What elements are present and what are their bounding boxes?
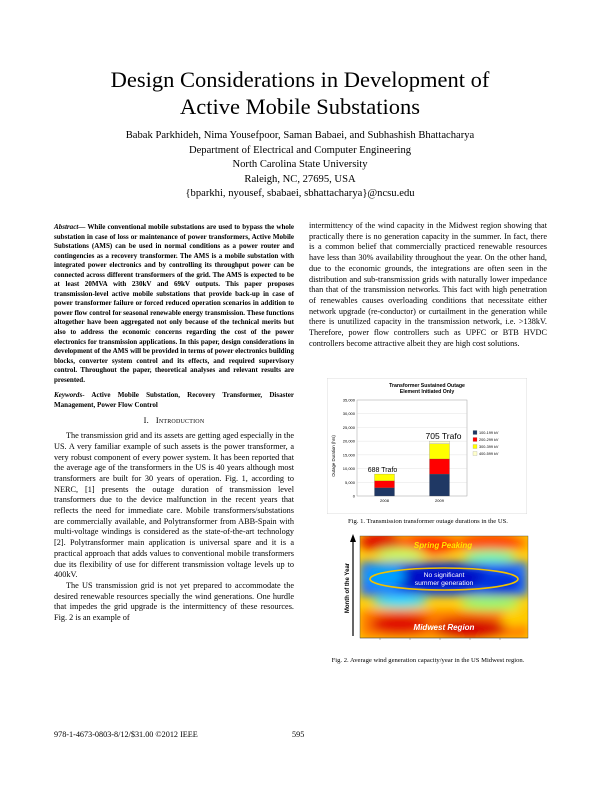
abstract	[54, 223, 294, 385]
legend-swatch	[473, 438, 477, 442]
arrow-head-icon	[350, 534, 356, 542]
author-location: Raleigh, NC, 27695, USA	[244, 173, 356, 185]
no-summer-label-2: summer generation	[414, 580, 474, 587]
paper-title	[0, 66, 600, 120]
figure-1-caption: Fig. 1. Transmission transformer outage durations in the US.	[348, 518, 508, 525]
y-tick-label: 15,000	[342, 452, 355, 458]
bar-segment	[375, 481, 395, 488]
x-tick-label: 2009	[435, 498, 444, 503]
abstract-text: — While conventional mobile substations are used to bypass the whole substation in case of loss or maintenance of power transformers, Active Mobile Substations (AMS) can be used in normal conditions as a power router and contingencies as a recovery transformer. The AMS is a mobile substation with integrated power electronics and by controlling its throughput power can be connected across different transformers of the grid. The AMS is expected to be at least 20MVA with 230kV and 69kV outputs. This paper proposes transmission-level active mobile substations that provide back-up in case of power transformer failure or forced reduced operation scenarios in addition to power flow control for seasonal renewable energy transmission. These functions altogether have been aggregated not only because of the technical merits but also to address the economic concerns regarding the cost of the power electronics for transmission applications. In this paper, design considerations in development of the AMS will be provided in terms of power electronics building blocks, converter system control and its effects, and required supervisory control. Throughout the paper, theoretical analyses and relevant results are presented.	[54, 223, 294, 384]
figure-1-chart	[327, 378, 527, 514]
heatmap-x-ticks	[360, 638, 528, 640]
y-tick-label: 25,000	[342, 424, 355, 430]
left-column	[54, 223, 294, 624]
keywords-text: Active Mobile Substation, Recovery Transformer, Disaster Management, Power Flow Control	[54, 391, 294, 409]
intro-paragraph-1: The transmission grid and its assets are getting aged especially in the US. A very familiar example of such assets is the power transformer, a very robust component of every power system. It has been reported that the average age of the transformers in the US is 40 years although most transformers are built for 30 years of operation. Fig. 1, according to NERC, [1] presents the outage duration of transmission level transformers due to the device malfunction in the recent years that reflects the need for immediate care. Mobile transformers/substations are commercially available, and Polytransformer from ABB-Spain with multi-voltage windings is considered as the state-of-the-art technology [2]. Polytransformer main application is universal spare and it is a practical approach that adds values to conventional mobile transformers due its flexibility of use for different transmission voltage levels up to 400kV.	[54, 431, 294, 580]
bar-segment	[430, 444, 450, 459]
title-line-1: Design Considerations in Development of	[110, 67, 490, 92]
no-summer-label-1: No significant	[423, 572, 465, 579]
y-tick-label: 30,000	[342, 411, 355, 417]
legend-swatch	[473, 445, 477, 449]
footer-copyright: 978-1-4673-0803-8/12/$31.00 ©2012 IEEE	[54, 730, 198, 739]
page-number: 595	[292, 730, 305, 739]
y-tick-label: 5,000	[344, 479, 355, 485]
intro-paragraph-2: The US transmission grid is not yet prepared to accommodate the desired renewable resources specially the wind generations. One hurdle that impedes the grid upgrade is the intermittency of these resources. Fig. 2 is an example of	[54, 580, 294, 623]
author-emails: {bparkhi, nyousef, sbabaei, sbhattacharya}@ncsu.edu	[185, 188, 415, 200]
section-heading	[54, 416, 294, 427]
heatmap-ylabel: Month of the Year	[345, 562, 351, 614]
bar-annotation: 705 Trafo	[425, 431, 462, 442]
section-number: I.	[143, 416, 149, 426]
right-column	[309, 221, 547, 349]
legend-label: 200-299 kV	[479, 438, 499, 442]
author-names: Babak Parkhideh, Nima Yousefpoor, Saman Babaei, and Subhashish Bhattacharya	[125, 130, 475, 141]
plot-area	[357, 400, 467, 496]
bar-segment	[430, 441, 450, 444]
legend-swatch	[473, 452, 477, 456]
abstract-lead: Abstract	[54, 223, 79, 231]
bar-segment	[375, 474, 395, 481]
legend-label: 300-399 kV	[479, 445, 499, 449]
y-tick-label: 10,000	[342, 466, 355, 472]
author-block	[0, 129, 600, 202]
legend-swatch	[473, 431, 477, 435]
y-tick-label: 0	[352, 493, 355, 499]
legend-label: 400-599 kV	[479, 452, 499, 456]
y-tick-label: 35,000	[342, 397, 355, 403]
bar-annotation: 688 Trafo	[367, 467, 398, 475]
keywords	[54, 391, 294, 410]
x-tick-label: 2008	[380, 498, 389, 503]
y-tick-label: 20,000	[342, 438, 355, 444]
bar-segment	[375, 488, 395, 496]
chart-subtitle: Element Initiated Only	[399, 389, 455, 395]
author-university: North Carolina State University	[232, 159, 368, 171]
figure-2-heatmap	[340, 532, 536, 652]
author-department: Department of Electrical and Computer Engineering	[188, 144, 412, 156]
chart-ylabel: Outage Duration (hrs)	[331, 435, 336, 477]
legend-label: 100-199 kV	[479, 431, 499, 435]
midwest-region-label: Midwest Region	[413, 623, 475, 632]
bar-segment	[430, 459, 450, 474]
spring-peaking-label: Spring Peaking	[413, 541, 473, 550]
chart-title: Transformer Sustained Outage	[389, 383, 465, 389]
right-paragraph: intermittency of the wind capacity in the Midwest region showing that practically there is no generation capacity in the summer. In fact, there is a common belief that commercially practiced renewable resources have less than 30% availability throughout the year. On the other hand, due to the economic grounds, the integrations are often seen in the distribution and sub-transmission grids with naturally lower impedance than that of the transmission networks. This fact with high penetration of renewables causes overloading conditions that necessitate either network upgrade (re-conductor) or curtailment in the generation while there is unutilized capacity in the transmission network, i.e. >138kV. Therefore, power flow controllers such as UPFC or BTB HVDC controllers become attractive albeit they are high cost solutions.	[309, 221, 547, 348]
section-title: Introduction	[155, 416, 205, 426]
bar-segment	[430, 474, 450, 496]
title-line-2: Active Mobile Substations	[180, 94, 420, 119]
figure-2-caption: Fig. 2. Average wind generation capacity/year in the US Midwest region.	[331, 657, 525, 664]
keywords-lead: Keywords-	[54, 391, 85, 400]
